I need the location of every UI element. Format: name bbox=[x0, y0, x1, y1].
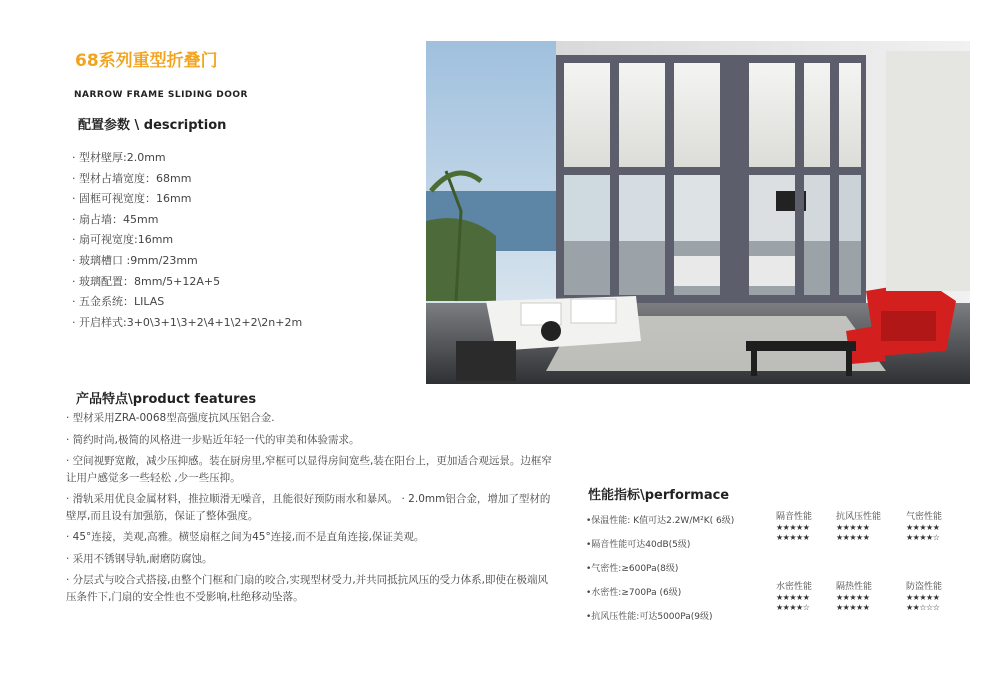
perf-column-label: 抗风压性能 bbox=[836, 512, 882, 522]
perf-column-label: 气密性能 bbox=[906, 512, 943, 522]
perf-row bbox=[586, 510, 956, 542]
spec-item: · 型材占墙宽度：68mm bbox=[72, 171, 192, 185]
page-title: 68系列重型折叠门 bbox=[75, 51, 218, 71]
feature-item: · 采用不锈钢导轨,耐磨防腐蚀。 bbox=[66, 552, 213, 565]
spec-item: · 扇可视宽度:16mm bbox=[72, 233, 174, 247]
feature-item: · 分层式与咬合式搭接,由整个门框和门扇的咬合,实现型材受力,并共同抵抗风压的受力体系,即使在极端风压条件下,门扇的安全性也不受影响,杜绝移动坠落。 bbox=[66, 574, 549, 603]
spec-item: · 玻璃配置：8mm/5+12A+5 bbox=[72, 274, 221, 288]
spec-item: · 扇占墙：45mm bbox=[72, 212, 159, 226]
spec-list bbox=[72, 148, 402, 333]
star-rating: ★★★★☆ bbox=[776, 603, 810, 612]
feature-item: · 空间视野宽敞，减少压抑感。装在厨房里,窄框可以显得房间宽些,装在阳台上，更加适合观远景。边框窄让用户感觉多一些轻松 ,少一些压抑。 bbox=[66, 455, 552, 484]
spec-item: · 型材壁厚:2.0mm bbox=[72, 151, 166, 164]
perf-column-label: 水密性能 bbox=[776, 582, 813, 592]
perf-label: •气密性:≥600Pa(8级) bbox=[586, 564, 679, 574]
star-rating: ★★☆☆☆ bbox=[906, 603, 940, 612]
perf-label: •抗风压性能:可达5000Pa(9级) bbox=[586, 612, 713, 622]
spec-item: · 固框可视宽度：16mm bbox=[72, 192, 192, 206]
spec-item: · 五金系统：LILAS bbox=[72, 295, 165, 309]
star-rating: ★★★★★ bbox=[906, 593, 940, 602]
perf-column-label: 隔热性能 bbox=[836, 582, 873, 592]
perf-label: •水密性:≥700Pa (6级) bbox=[586, 588, 682, 598]
perf-row bbox=[586, 558, 956, 582]
performance-table bbox=[586, 510, 956, 630]
spec-item: · 玻璃槽口 :9mm/23mm bbox=[72, 253, 198, 267]
star-rating: ★★★★★ bbox=[776, 593, 810, 602]
star-rating: ★★★★★ bbox=[776, 533, 810, 542]
spec-item: · 开启样式:3+0\3+1\3+2\4+1\2+2\2n+2m bbox=[72, 315, 303, 329]
perf-column-label: 防盗性能 bbox=[906, 582, 943, 592]
star-rating: ★★★★★ bbox=[776, 523, 810, 532]
perf-row bbox=[586, 606, 956, 630]
star-rating: ★★★★☆ bbox=[906, 533, 940, 542]
features-heading: 产品特点\product features bbox=[76, 392, 257, 407]
perf-row bbox=[586, 534, 956, 558]
feature-item: · 滑轨采用优良金属材料，推拉顺滑无噪音，且能很好预防雨水和暴风。 · 2.0mm铝合金，增加了型材的壁厚,而且设有加强筋，保证了整体强度。 bbox=[66, 493, 551, 522]
perf-row bbox=[586, 582, 956, 612]
star-rating: ★★★★★ bbox=[836, 533, 870, 542]
perf-label: •隔音性能可达40dB(5级) bbox=[586, 540, 691, 550]
page-subtitle: NARROW FRAME SLIDING DOOR bbox=[74, 90, 248, 100]
product-photo bbox=[426, 41, 970, 384]
feature-item: · 型材采用ZRA-0068型高强度抗风压铝合金. bbox=[66, 412, 275, 424]
perf-column-label: 隔音性能 bbox=[776, 512, 813, 522]
star-rating: ★★★★★ bbox=[836, 523, 870, 532]
star-rating: ★★★★★ bbox=[906, 523, 940, 532]
feature-item: · 45°连接，美观,高雅。横竖扇框之间为45°连接,而不是直角连接,保证美观。 bbox=[66, 531, 425, 543]
perf-label: •保温性能: K值可达2.2W/M²K( 6级) bbox=[586, 516, 735, 526]
star-rating: ★★★★★ bbox=[836, 603, 870, 612]
star-rating: ★★★★★ bbox=[836, 593, 870, 602]
features-list bbox=[66, 410, 556, 610]
feature-item: · 简约时尚,极简的风格进一步贴近年轻一代的审美和体验需求。 bbox=[66, 433, 360, 446]
description-heading: 配置参数 \ description bbox=[78, 118, 227, 133]
performance-heading: 性能指标\performace bbox=[588, 488, 730, 503]
